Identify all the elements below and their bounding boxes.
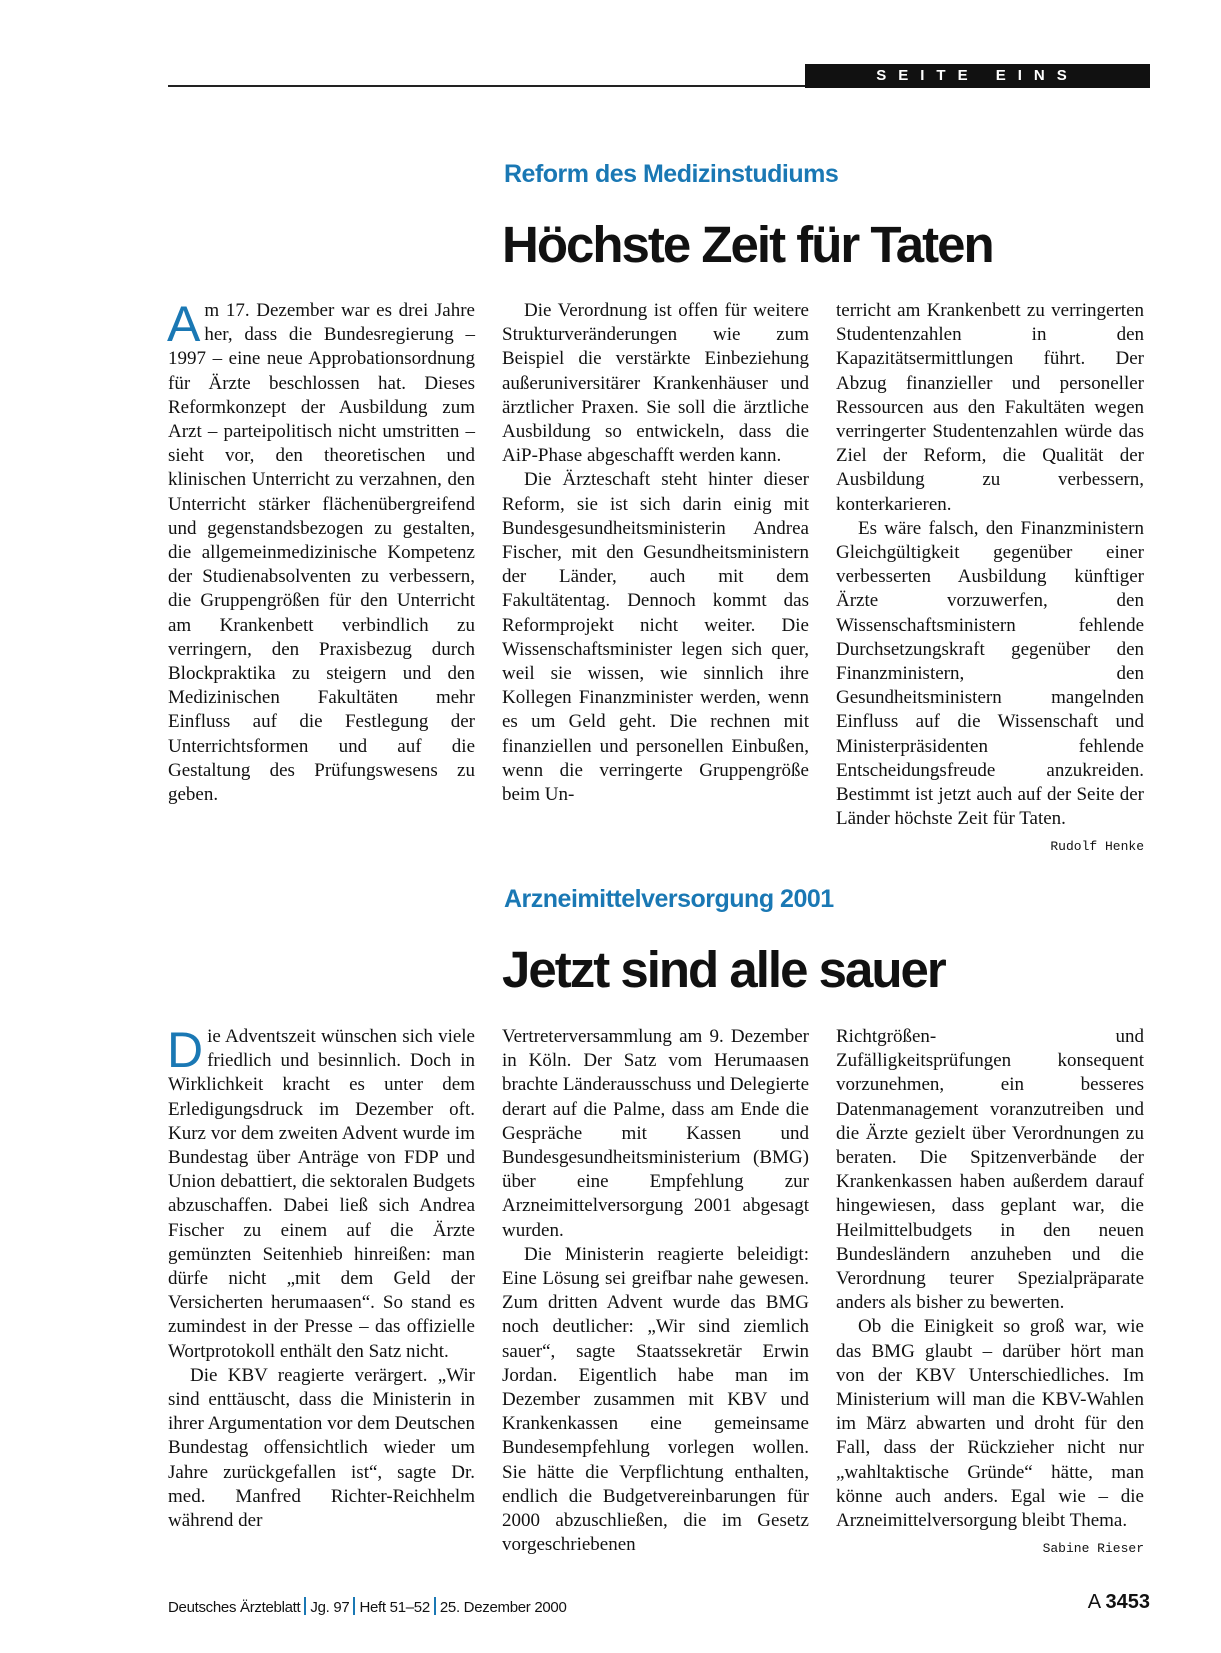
article1-headline: Höchste Zeit für Taten	[502, 216, 993, 273]
page-prefix: A	[1087, 1591, 1100, 1613]
page-footer	[168, 1591, 1150, 1619]
separator	[353, 1597, 355, 1615]
separator	[304, 1597, 306, 1615]
article2-column-1	[167, 1022, 475, 1533]
article2-kicker: Arzneimittelversorgung 2001	[504, 885, 834, 913]
article1-kicker: Reform des Medizinstudiums	[504, 160, 839, 188]
article1-paragraph: terricht am Krankenbett zu verringerten Studentenzahlen in den Kapazitätsermittlungen führt. Der Abzug finanzieller und personeller Ressourcen aus den Fakultäten wegen verringerter Studentenzahlen würde das Ziel der Reform, die Qualität der Ausbildung zu verbessern, konterkarieren.	[836, 300, 1144, 515]
section-label: SEITE EINS	[805, 64, 1150, 88]
separator	[434, 1597, 436, 1615]
paragraph-text: Es wäre falsch, den Finanzministern Gleichgültigkeit gegenüber einer verbesserten Ausbildung künftiger Ärzte vorzuwerfen, den Wissenschaftsministern fehlende Durchsetzungskraft gegenüber den Finanzministern, den Gesundheitsministern mangelnden Einfluss auf die Wissenschaft und Ministerpräsidenten fehlende Entscheidungsfreude anzukreiden. Bestimmt ist jetzt auch auf der Seite der Länder höchste Zeit für Taten.	[836, 517, 1144, 830]
paragraph-text: m 17. Dezember war es drei Jahre her, dass die Bundesregierung – 1997 – eine neue Approbationsordnung für Ärzte beschlossen hat. Dieses Reformkonzept der Ausbildung zum Arzt – parteipolitisch nicht umstritten – sieht vor, den theoretischen und klinischen Unterricht zu verzahnen, den Unterricht stärker flächenübergreifend und gegenstandsbezogen zu gestalten, die allgemeinmedizinische Kompetenz der Studienabsolventen zu verbessern, die Gruppengrößen für den Unterricht am Krankenbett verbindlich zu verringern, den Praxisbezug durch Blockpraktika zu steigern und den Medizinischen Fakultäten mehr Einfluss auf die Festlegung der Unterrichtsformen und auf die Gestaltung des Prüfungswesens zu geben.	[168, 300, 475, 806]
article1-column-2	[502, 299, 809, 807]
volume: Jg. 97	[310, 1599, 350, 1616]
article1-column-3	[836, 299, 1144, 860]
article2-paragraph: Vertreterversammlung am 9. Dezember in Köln. Der Satz vom Herumaasen brachte Länderausschuss und Delegierte derart auf die Palme, dass am Ende die Gespräche mit Kassen und Bundesgesundheitsministerium (BMG) über eine Empfehlung zur Arzneimittelversorgung 2001 abgesagt wurden.	[502, 1026, 809, 1241]
dropcap: D	[167, 1022, 204, 1078]
paragraph-text: ie Adventszeit wünschen sich viele friedlich und besinnlich. Doch in Wirklichkeit kracht es unter dem Erledigungsdruck im Dezember oft. Kurz vor dem zweiten Advent wurde im Bundestag über Anträge von FDP und Union debattiert, die sektoralen Budgets abzuschaffen. Dabei ließ sich Andrea Fischer zu einem auf die Ärzte gemünzten Seitenhieb hinreißen: man dürfe nicht „mit dem Geld der Versicherten herumaasen“. So stand es zumindest in der Presse – das offizielle Wortprotokoll enthält den Satz nicht.	[168, 1026, 475, 1362]
article1-paragraph	[836, 517, 1144, 855]
article2-paragraph: Die KBV reagierte verärgert. „Wir sind enttäuscht, dass die Ministerin in ihrer Argumentation vor dem Deutschen Bundestag offensichtlich wieder um Jahre zurückgefallen ist“, sagte Dr. med. Manfred Richter-Reichhelm während der	[168, 1364, 475, 1532]
article2-paragraph	[836, 1315, 1144, 1557]
header-rule	[168, 85, 805, 87]
article2-author: Sabine Rieser	[1042, 1541, 1144, 1557]
issue-date: 25. Dezember 2000	[439, 1599, 567, 1616]
issue: Heft 51–52	[359, 1599, 430, 1616]
article2-headline: Jetzt sind alle sauer	[502, 941, 945, 998]
article1-paragraph: Die Verordnung ist offen für weitere Strukturveränderungen wie zum Beispiel die verstärkte Einbeziehung außeruniversitärer Krankenhäuser und ärztlicher Praxen. Sie soll die ärztliche Ausbildung so entwickeln, dass die AiP-Phase abgeschafft werden kann.	[502, 300, 809, 467]
article2-paragraph	[167, 1022, 475, 1364]
article1-paragraph: Die Ärzteschaft steht hinter dieser Reform, sie ist sich darin einig mit Bundesgesundheitsministerin Andrea Fischer, mit den Gesundheitsministern der Länder, auch mit dem Fakultätentag. Dennoch kommt das Reformprojekt nicht weiter. Die Wissenschaftsminister legen sich quer, weil sie wissen, wie sinnlich ihre Kollegen Finanzminister werden, wenn es um Geld geht. Die rechnen mit finanziellen und personellen Einbußen, wenn die verringerte Gruppengröße beim Un-	[502, 469, 809, 806]
page-number	[1088, 1591, 1150, 1614]
article2-paragraph: Richtgrößen- und Zufälligkeitsprüfungen konsequent vorzunehmen, ein besseres Datenmanagement voranzutreiben und die Ärzte gezielt über Verordnungen zu beraten. Die Spitzenverbände der Krankenkassen haben außerdem darauf hingewiesen, dass geplant war, die Heilmittelbudgets in den neuen Bundesländern anzuheben und die Verordnung teurer Spezialpräparate anders als bisher zu bewerten.	[836, 1026, 1144, 1314]
article2-paragraph: Die Ministerin reagierte beleidigt: Eine Lösung sei greifbar nahe gewesen. Zum dritten Advent wurde das BMG noch deutlicher: „Wir sind ziemlich sauer“, sagte Staatssekretär Erwin Jordan. Eigentlich habe man im Dezember zusammen mit KBV und Krankenkassen eine gemeinsame Bundesempfehlung vorlegen wollen. Sie hätte die Verpflichtung enthalten, endlich die Budgetvereinbarungen für 2000 abzuschließen, die im Gesetz vorgeschriebenen	[502, 1243, 809, 1556]
journal-name: Deutsches Ärzteblatt	[168, 1599, 301, 1616]
footer-citation	[168, 1597, 567, 1616]
paragraph-text: Ob die Einigkeit so groß war, wie das BMG glaubt – darüber hört man von der KBV Unterschiedliches. Im Ministerium will man die KBV-Wahlen im März abwarten und droht für den Fall, dass der Rückzieher nicht nur „wahltaktische Gründe“ hätte, man könne auch anders. Egal wie – die Arzneimittelversorgung bleibt Thema.	[836, 1316, 1144, 1532]
article1-author: Rudolf Henke	[1050, 839, 1144, 855]
article2-column-2	[502, 1025, 809, 1557]
dropcap: A	[167, 296, 201, 352]
page-number-value: 3453	[1105, 1591, 1150, 1613]
article2-column-3	[836, 1025, 1144, 1561]
article1-column-1	[167, 296, 475, 807]
article1-paragraph	[167, 296, 475, 807]
